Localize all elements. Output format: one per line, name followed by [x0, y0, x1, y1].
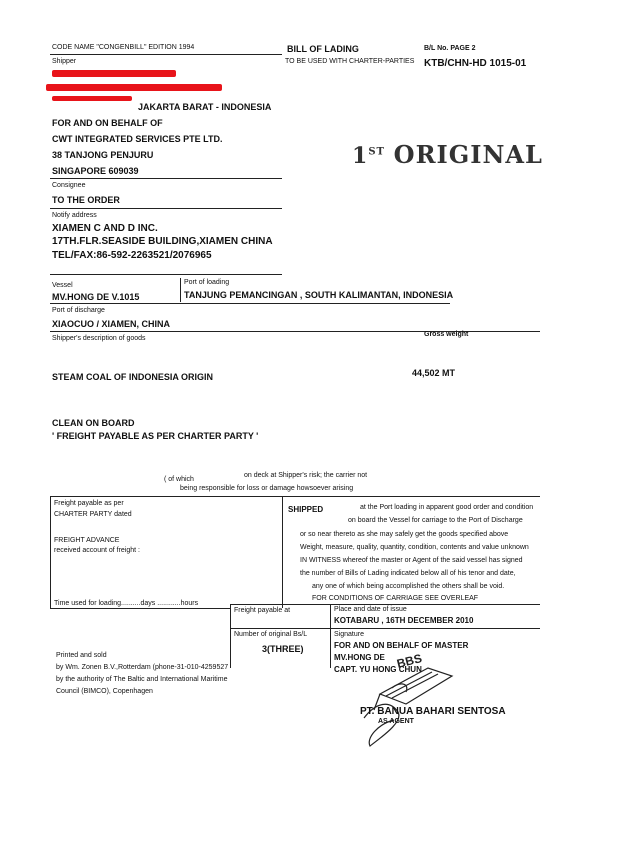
- shipped-line: the number of Bills of Lading indicated below all of his tenor and date,: [300, 570, 516, 577]
- goods-description-label: Shipper's description of goods: [52, 335, 146, 342]
- shipper-company: CWT INTEGRATED SERVICES PTE LTD.: [52, 134, 223, 144]
- goods-description: STEAM COAL OF INDONESIA ORIGIN: [52, 372, 214, 382]
- responsibility-text: being responsible for loss or damage howsoever arising: [180, 485, 354, 492]
- originals-value: 3(THREE): [262, 644, 304, 654]
- clean-on-board: CLEAN ON BOARD: [52, 418, 135, 428]
- header-rule: [50, 54, 282, 55]
- signature-label: Signature: [334, 631, 364, 638]
- document-title: BILL OF LADING: [287, 44, 359, 54]
- shipped-line: on board the Vessel for carriage to the Port of Discharge: [348, 517, 523, 524]
- redaction-mark: [52, 96, 132, 101]
- conditions-of-carriage: FOR CONDITIONS OF CARRIAGE SEE OVERLEAF: [312, 595, 479, 602]
- shipped-line: at the Port loading in apparent good order and condition: [360, 504, 534, 511]
- shipped-line: any one of which being accomplished the others shall be void.: [312, 583, 505, 590]
- received-account-label: received account of freight :: [54, 547, 140, 554]
- port-loading-label: Port of loading: [184, 279, 230, 286]
- shipper-on-behalf: FOR AND ON BEHALF OF: [52, 118, 163, 128]
- consignee-rule: [50, 208, 282, 209]
- gross-weight-value: 44,502 MT: [412, 368, 456, 378]
- gross-weight-label: Gross weight: [424, 331, 469, 338]
- stamp-prefix: 1: [352, 143, 369, 169]
- place-date-rule: [230, 628, 540, 629]
- port-discharge-label: Port of discharge: [52, 307, 105, 314]
- notify-line-1: XIAMEN C AND D INC.: [52, 223, 158, 234]
- printer-line-2: by Wm. Zonen B.V.,Rotterdam (phone-31-010-4259527: [56, 664, 229, 671]
- printer-line-3: by the authority of The Baltic and International Maritime: [56, 676, 228, 683]
- printer-line-4: Council (BIMCO), Copenhagen: [56, 688, 153, 695]
- lower-grid-divider: [330, 604, 331, 668]
- signature-line-3: CAPT. YU HONG CHUN: [334, 665, 422, 674]
- consignee-label: Consignee: [52, 182, 86, 189]
- shipped-line: IN WITNESS whereof the master or Agent of the said vessel has signed: [300, 557, 523, 564]
- freight-box-bottom-rule: [50, 608, 230, 609]
- shipper-city: SINGAPORE 609039: [52, 166, 139, 176]
- bl-number: KTB/CHN-HD 1015-01: [424, 58, 527, 69]
- freight-payable-as-per-label: Freight payable as per: [54, 500, 124, 507]
- redaction-mark: [52, 70, 176, 77]
- vessel-divider: [180, 278, 181, 302]
- stamp-text: ORIGINAL: [393, 140, 543, 169]
- shipped-line: Weight, measure, quality, quantity, condition, contents and value unknown: [300, 544, 529, 551]
- notify-line-2: 17TH.FLR.SEASIDE BUILDING,XIAMEN CHINA: [52, 236, 273, 247]
- shipper-street: 38 TANJONG PENJURU: [52, 150, 154, 160]
- freight-advance-label: FREIGHT ADVANCE: [54, 537, 120, 544]
- freight-box-divider: [282, 496, 283, 608]
- freight-box-left-border: [50, 496, 51, 608]
- signature-line-1: FOR AND ON BEHALF OF MASTER: [334, 641, 469, 650]
- notify-label: Notify address: [52, 212, 97, 219]
- agent-company: PT. BANUA BAHARI SENTOSA: [360, 706, 506, 717]
- shipper-rule: [50, 178, 282, 179]
- deck-rule: [50, 496, 540, 497]
- charter-party-dated: CHARTER PARTY dated: [54, 511, 132, 518]
- vessel-value: MV.HONG DE V.1015: [52, 292, 140, 302]
- freight-payable-note: ' FREIGHT PAYABLE AS PER CHARTER PARTY ': [52, 431, 259, 441]
- time-used-label: Time used for loading..........days ............hours: [54, 600, 199, 607]
- freight-payable-at-label: Freight payable at: [234, 607, 291, 614]
- bl-number-label: B/L No. PAGE 2: [424, 45, 476, 52]
- shipper-label: Shipper: [52, 58, 77, 65]
- notify-rule: [50, 274, 282, 275]
- code-name: CODE NAME "CONGENBILL" EDITION 1994: [52, 44, 195, 51]
- originals-label: Number of original Bs/L: [234, 631, 308, 638]
- stamp-superscript: ST: [368, 146, 385, 158]
- shipped-line: or so near thereto as she may safely get the goods specified above: [300, 531, 509, 538]
- svg-text:BBS: BBS: [395, 651, 424, 671]
- notify-line-3: TEL/FAX:86-592-2263521/2076965: [52, 250, 212, 261]
- signature-line-2: MV.HONG DE: [334, 653, 385, 662]
- printer-line-1: Printed and sold: [56, 652, 107, 659]
- original-stamp: [352, 140, 543, 169]
- as-agent: AS AGENT: [378, 718, 414, 725]
- port-discharge-value: XIAOCUO / XIAMEN, CHINA: [52, 319, 171, 329]
- place-date-label: Place and date of issue: [334, 606, 407, 613]
- shipped-label: SHIPPED: [288, 505, 324, 514]
- vessel-rule: [50, 303, 450, 304]
- company-stamp: [340, 642, 470, 752]
- place-date-value: KOTABARU , 16TH DECEMBER 2010: [334, 616, 474, 625]
- shipper-address: JAKARTA BARAT - INDONESIA: [138, 102, 272, 112]
- redaction-mark: [46, 84, 222, 91]
- document-subtitle: TO BE USED WITH CHARTER-PARTIES: [285, 58, 415, 65]
- of-which-text: ( of which: [164, 476, 194, 483]
- on-deck-text: on deck at Shipper's risk; the carrier not: [244, 472, 368, 479]
- shipped-bottom-rule: [230, 604, 540, 605]
- lower-grid-left-border: [230, 604, 231, 668]
- vessel-label: Vessel: [52, 282, 73, 289]
- consignee-value: TO THE ORDER: [52, 195, 120, 205]
- port-loading-value: TANJUNG PEMANCINGAN , SOUTH KALIMANTAN, INDONESIA: [184, 290, 454, 300]
